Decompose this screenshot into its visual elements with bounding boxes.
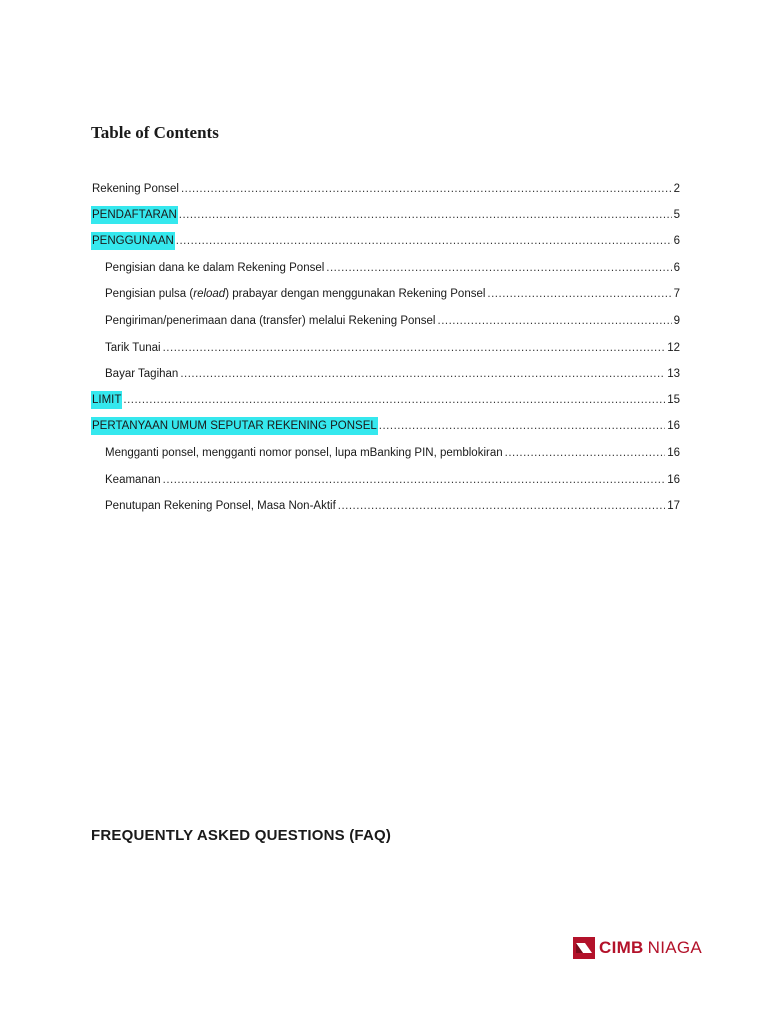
toc-leader-dots [179,206,672,224]
toc-entry-label: Mengganti ponsel, mengganti nomor ponsel, lupa mBanking PIN, pemblokiran [105,447,503,459]
toc-leader-dots [379,417,665,435]
toc-entry-label: PERTANYAAN UMUM SEPUTAR REKENING PONSEL [91,417,378,435]
toc-page-number: 6 [673,235,680,247]
toc-page-number: 7 [673,288,680,300]
toc-entry-label-italic: reload [193,288,226,300]
toc-leader-dots [180,365,665,383]
toc-entry-keamanan[interactable] [104,471,680,489]
toc-entry-pengiriman-dana[interactable] [104,312,680,330]
logo-wordmark [599,938,702,958]
logo-brand-light: NIAGA [647,938,703,957]
toc-entry-penggunaan[interactable] [91,232,680,250]
toc-entry-rekening-ponsel[interactable] [91,180,680,198]
toc-leader-dots [438,312,672,330]
toc-entry-tarik-tunai[interactable] [104,339,680,357]
toc-entry-label: Keamanan [105,474,161,486]
toc-title: Table of Contents [91,123,219,142]
toc-entry-bayar-tagihan[interactable] [104,365,680,383]
toc-page-number: 16 [667,420,680,432]
toc-page-number: 6 [673,262,680,274]
toc-leader-dots [338,497,665,515]
toc-page-number: 12 [667,342,680,354]
logo-brand-bold: CIMB [599,938,644,957]
toc-page-number: 17 [667,500,680,512]
toc-page-number: 5 [673,209,680,221]
toc-leader-dots [163,471,666,489]
toc-entry-penutupan[interactable] [104,497,680,515]
toc-entry-mengganti-ponsel[interactable] [104,444,680,462]
toc-entry-label: PENGGUNAAN [91,232,175,250]
toc-leader-dots [326,259,671,277]
toc-page-number: 16 [667,447,680,459]
toc-entry-label: Bayar Tagihan [105,368,179,380]
toc-entry-pengisian-pulsa[interactable] [104,285,680,303]
toc-entry-label-part: Pengisian pulsa ( [105,288,194,300]
faq-heading: FREQUENTLY ASKED QUESTIONS (FAQ) [91,827,392,844]
toc-entry-label: Tarik Tunai [105,342,161,354]
toc-entry-label [104,285,486,303]
toc-entry-pengisian-dana[interactable] [104,259,680,277]
toc-entry-label: Penutupan Rekening Ponsel, Masa Non-Aktif [105,500,336,512]
toc-entry-label: PENDAFTARAN [91,206,178,224]
toc-entry-label-part: ) prabayar dengan menggunakan Rekening Ponsel [225,288,486,300]
toc-entry-label: Pengisian dana ke dalam Rekening Ponsel [105,262,325,274]
toc-leader-dots [123,391,665,409]
toc-leader-dots [181,180,672,198]
toc-entry-limit[interactable] [91,391,680,409]
toc-page-number: 13 [667,368,680,380]
toc-entry-label: Rekening Ponsel [92,183,179,195]
cimb-niaga-logo-icon [573,937,595,959]
toc-leader-dots [163,339,666,357]
toc-entry-label: LIMIT [91,391,122,409]
toc-entry-pertanyaan-umum[interactable] [91,417,680,435]
toc-page-number: 9 [673,315,680,327]
toc-entry-label: Pengiriman/penerimaan dana (transfer) melalui Rekening Ponsel [105,315,436,327]
toc-leader-dots [487,285,671,303]
toc-leader-dots [176,232,672,250]
toc-page-number: 16 [667,474,680,486]
cimb-niaga-logo [573,935,702,961]
toc-page-number: 2 [673,183,680,195]
toc-page-number: 15 [667,394,680,406]
toc-entry-pendaftaran[interactable] [91,206,680,224]
toc-leader-dots [505,444,666,462]
